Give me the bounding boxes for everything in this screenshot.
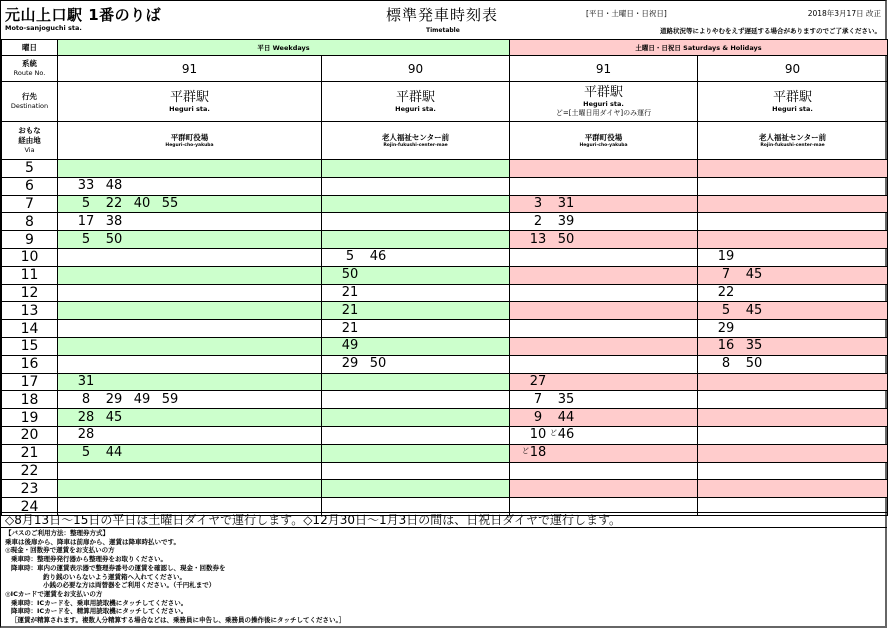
minutes-cell-s90 (698, 391, 888, 409)
minutes-cell-s90 (698, 248, 888, 266)
minutes-cell-s91 (510, 444, 698, 462)
route-number: 91 (510, 56, 698, 82)
usage-line: 降車時：車内の運賃表示器で整理券番号の運賃を確認し、現金・回数券を (11, 563, 226, 572)
departure-minute: 55 (161, 195, 179, 211)
minutes-cell-w90 (322, 266, 510, 284)
minutes-cell-w90 (322, 391, 510, 409)
minutes-cell-s91 (510, 284, 698, 302)
minutes-cell-s91 (510, 409, 698, 427)
departure-minute: 21 (341, 302, 359, 318)
saturday-only-note: ど=[土曜日用ダイヤ]のみ運行 (555, 109, 652, 117)
hour-cell: 12 (2, 284, 58, 302)
minutes-cell-w90 (322, 444, 510, 462)
departure-minute: 35 (557, 391, 575, 407)
minutes-cell-s91 (510, 462, 698, 480)
minutes-cell-w91 (58, 320, 322, 338)
minutes-cell-s91 (510, 213, 698, 231)
route-label: 系統 Route No. (2, 56, 58, 82)
hour-cell: 11 (2, 266, 58, 284)
departure-minute: 44 (557, 409, 575, 425)
departure-minute: 7 (533, 391, 543, 407)
minutes-cell-w90 (322, 248, 510, 266)
minutes-cell-w90 (322, 462, 510, 480)
departure-minute: 45 (105, 409, 123, 425)
departure-minute: 59 (161, 391, 179, 407)
departure-minute: 28 (77, 427, 95, 443)
minutes-cell-s91 (510, 231, 698, 249)
minutes-cell-w91 (58, 480, 322, 498)
minutes-cell-w90 (322, 337, 510, 355)
minutes-cell-w90 (322, 373, 510, 391)
departure-minute: 49 (133, 391, 151, 407)
minutes-cell-s90 (698, 462, 888, 480)
minutes-cell-w90 (322, 213, 510, 231)
minutes-cell-w91 (58, 355, 322, 373)
usage-line: 乗車は後扉から、降車は前扉から、運賃は降車時払いです。 (5, 537, 180, 546)
usage-line: 降車時：ICカードを、精算用読取機にタッチしてください。 (11, 607, 188, 616)
hour-cell: 20 (2, 426, 58, 444)
departure-minute: 8 (721, 356, 731, 372)
minutes-cell-w90 (322, 355, 510, 373)
departure-minute: 22 (717, 284, 735, 300)
departure-minute: 50 (745, 356, 763, 372)
minutes-cell-w91 (58, 444, 322, 462)
minutes-cell-s90 (698, 266, 888, 284)
minutes-cell-s90 (698, 480, 888, 498)
departure-minute: 48 (105, 178, 123, 194)
departure-minute: 50 (369, 356, 387, 372)
usage-line: ◎ICカードで運賃をお支払いの方 (5, 589, 103, 598)
departure-minute: 27 (529, 373, 547, 389)
hour-cell: 10 (2, 248, 58, 266)
hour-cell: 24 (2, 498, 58, 516)
minutes-cell-w91 (58, 409, 322, 427)
destination-cell: 平群駅 Heguri sta. (698, 82, 888, 122)
departure-minute: 5 (345, 249, 355, 265)
saturday-only-marker: ど (522, 447, 530, 456)
usage-line: 乗車時：ICカードを、乗車用読取機にタッチしてください。 (11, 598, 188, 607)
minutes-cell-w90 (322, 160, 510, 178)
minutes-cell-w91 (58, 231, 322, 249)
departure-minute: ど 46 (550, 427, 575, 443)
departure-minute: 21 (341, 320, 359, 336)
departure-minute: 29 (341, 356, 359, 372)
timetable-title-en: Timetable (426, 27, 460, 34)
departure-minute: 10 (529, 427, 547, 443)
minutes-cell-s91 (510, 248, 698, 266)
minutes-cell-w90 (322, 320, 510, 338)
hour-row (2, 160, 888, 178)
minutes-cell-s90 (698, 302, 888, 320)
day-type-row (2, 40, 888, 56)
hour-cell: 18 (2, 391, 58, 409)
via-cell: 老人福祉センター前 Rojin-fukushi-center-mae (698, 122, 888, 160)
minutes-cell-w90 (322, 195, 510, 213)
destination-cell: 平群駅 Heguri sta. ど=[土曜日用ダイヤ]のみ運行 (510, 82, 698, 122)
minutes-cell-s90 (698, 355, 888, 373)
minutes-cell-s90 (698, 177, 888, 195)
bus-usage-instructions (1, 527, 887, 627)
station-name-en: Moto-sanjoguchi sta. (5, 24, 82, 32)
route-number: 91 (58, 56, 322, 82)
departure-minute: 5 (81, 195, 91, 211)
minutes-cell-s90 (698, 426, 888, 444)
saturday-only-marker: ど (550, 429, 558, 438)
minutes-cell-s91 (510, 337, 698, 355)
hour-row (2, 462, 888, 480)
minutes-cell-s91 (510, 195, 698, 213)
hour-row (2, 302, 888, 320)
hour-row (2, 248, 888, 266)
hour-row (2, 231, 888, 249)
station-name: 元山上口駅 1番のりば (5, 6, 162, 24)
usage-line: ◎現金・回数券で運賃をお支払いの方 (5, 546, 115, 555)
departure-minute: 8 (81, 391, 91, 407)
departure-minute: 45 (745, 302, 763, 318)
hour-row (2, 355, 888, 373)
departure-minute: 5 (81, 445, 91, 461)
minutes-cell-s91 (510, 480, 698, 498)
minutes-cell-s90 (698, 284, 888, 302)
usage-line: 【バスのご利用方法：整理券方式】 (5, 529, 109, 537)
departure-minute: 7 (721, 267, 731, 283)
departure-minute: 5 (81, 231, 91, 247)
departure-minute: 50 (105, 231, 123, 247)
hour-row (2, 320, 888, 338)
minutes-cell-s91 (510, 426, 698, 444)
minutes-cell-w91 (58, 426, 322, 444)
minutes-cell-s90 (698, 444, 888, 462)
destination-row (2, 82, 888, 122)
minutes-cell-s91 (510, 160, 698, 178)
departure-minute: 39 (557, 213, 575, 229)
minutes-cell-w90 (322, 231, 510, 249)
via-row (2, 122, 888, 160)
minutes-cell-w91 (58, 248, 322, 266)
minutes-cell-s91 (510, 320, 698, 338)
weekdays-header: 平日 Weekdays (58, 40, 510, 56)
departure-minute: 45 (745, 267, 763, 283)
minutes-cell-w91 (58, 213, 322, 231)
departure-minute: 9 (533, 409, 543, 425)
departure-minute: 16 (717, 338, 735, 354)
departure-minute: ど 18 (522, 445, 547, 461)
destination-cell: 平群駅 Heguri sta. (322, 82, 510, 122)
route-number: 90 (322, 56, 510, 82)
minutes-cell-w91 (58, 391, 322, 409)
departure-minute: 49 (341, 338, 359, 354)
via-cell: 平群町役場 Heguri-cho-yakuba (58, 122, 322, 160)
departure-minute: 3 (533, 195, 543, 211)
minutes-cell-w91 (58, 195, 322, 213)
minutes-cell-w90 (322, 409, 510, 427)
day-label: 曜日 (2, 40, 58, 56)
departure-minute: 22 (105, 195, 123, 211)
minutes-cell-s91 (510, 355, 698, 373)
departure-minute: 40 (133, 195, 151, 211)
departure-minute: 50 (557, 231, 575, 247)
saturdays-holidays-header: 土曜日・日祝日 Saturdays & Holidays (510, 40, 888, 56)
departure-minute: 2 (533, 213, 543, 229)
hour-cell: 7 (2, 195, 58, 213)
timetable-grid (1, 39, 888, 516)
hour-row (2, 195, 888, 213)
minutes-cell-s90 (698, 337, 888, 355)
hour-cell: 16 (2, 355, 58, 373)
minutes-cell-w90 (322, 480, 510, 498)
departure-minute: 33 (77, 178, 95, 194)
hour-cell: 17 (2, 373, 58, 391)
departure-minute: 13 (529, 231, 547, 247)
minutes-cell-w90 (322, 177, 510, 195)
hour-row (2, 409, 888, 427)
minutes-cell-s91 (510, 177, 698, 195)
departure-minute: 38 (105, 213, 123, 229)
via-label: おもな 経由地 Via (2, 122, 58, 160)
hour-cell: 22 (2, 462, 58, 480)
minutes-cell-w91 (58, 337, 322, 355)
departure-minute: 17 (77, 213, 95, 229)
day-types-label: [平日・土曜日・日祝日] (586, 9, 667, 18)
minutes-cell-s90 (698, 231, 888, 249)
departure-minute: 35 (745, 338, 763, 354)
minutes-cell-s90 (698, 195, 888, 213)
departure-minute: 29 (717, 320, 735, 336)
hour-cell: 14 (2, 320, 58, 338)
hour-cell: 9 (2, 231, 58, 249)
hour-row (2, 391, 888, 409)
minutes-cell-w91 (58, 160, 322, 178)
minutes-cell-s90 (698, 213, 888, 231)
minutes-cell-w91 (58, 177, 322, 195)
hour-cell: 21 (2, 444, 58, 462)
departure-minute: 28 (77, 409, 95, 425)
usage-line: 小銭の必要な方は両替器をご利用ください。（千円札まで） (43, 581, 216, 590)
minutes-cell-w91 (58, 266, 322, 284)
usage-line: 乗車時：整理券発行器から整理券をお取りください。 (11, 555, 167, 564)
via-cell: 平群町役場 Heguri-cho-yakuba (510, 122, 698, 160)
minutes-cell-s90 (698, 373, 888, 391)
minutes-cell-s90 (698, 160, 888, 178)
destination-label: 行先 Destination (2, 82, 58, 122)
usage-line: 釣り銭のいらないよう運賃箱へ入れてください。 (43, 572, 186, 581)
departure-minute: 31 (557, 195, 575, 211)
minutes-cell-w91 (58, 302, 322, 320)
hour-row (2, 266, 888, 284)
minutes-cell-s91 (510, 391, 698, 409)
departure-minute: 19 (717, 249, 735, 265)
hour-row (2, 337, 888, 355)
departure-minute: 46 (369, 249, 387, 265)
departure-minute: 44 (105, 445, 123, 461)
departure-minute: 21 (341, 284, 359, 300)
minutes-cell-w91 (58, 462, 322, 480)
delay-notice: 道路状況等によりやむをえず遅延する場合がありますのでご了承ください。 (660, 27, 881, 35)
hour-row (2, 213, 888, 231)
minutes-cell-w90 (322, 426, 510, 444)
via-cell: 老人福祉センター前 Rojin-fukushi-center-mae (322, 122, 510, 160)
departure-minute: 29 (105, 391, 123, 407)
hour-cell: 6 (2, 177, 58, 195)
minutes-cell-s90 (698, 409, 888, 427)
hour-cell: 15 (2, 337, 58, 355)
hour-cell: 19 (2, 409, 58, 427)
holiday-schedule-note: ◇8月13日～15日の平日は土曜日ダイヤで運行します。◇12月30日～1月3日の間は、日祝日ダイヤで運行します。 (1, 512, 887, 527)
revision-date: 2018年3月17日 改正 (807, 9, 881, 18)
minutes-cell-w90 (322, 302, 510, 320)
minutes-cell-w91 (58, 373, 322, 391)
timetable-title: 標準発車時刻表 (386, 6, 499, 24)
hour-row (2, 426, 888, 444)
minutes-cell-w91 (58, 284, 322, 302)
departure-minute: 5 (721, 302, 731, 318)
hour-cell: 8 (2, 213, 58, 231)
route-row (2, 56, 888, 82)
minutes-cell-s91 (510, 266, 698, 284)
usage-line: ［運賃が精算されます。複数人分精算する場合などは、乗務員に申告し、乗務員の操作後にタッチしてください。］ (11, 616, 346, 625)
timetable-header (1, 1, 887, 39)
route-number: 90 (698, 56, 888, 82)
destination-cell: 平群駅 Heguri sta. (58, 82, 322, 122)
hour-cell: 5 (2, 160, 58, 178)
hour-row (2, 444, 888, 462)
departure-minute: 50 (341, 267, 359, 283)
departure-minute: 31 (77, 373, 95, 389)
minutes-cell-s91 (510, 373, 698, 391)
hour-row (2, 177, 888, 195)
hour-row (2, 373, 888, 391)
minutes-cell-s90 (698, 320, 888, 338)
hour-row (2, 480, 888, 498)
hour-row (2, 284, 888, 302)
minutes-cell-s91 (510, 302, 698, 320)
hour-cell: 13 (2, 302, 58, 320)
hour-cell: 23 (2, 480, 58, 498)
minutes-cell-w90 (322, 284, 510, 302)
